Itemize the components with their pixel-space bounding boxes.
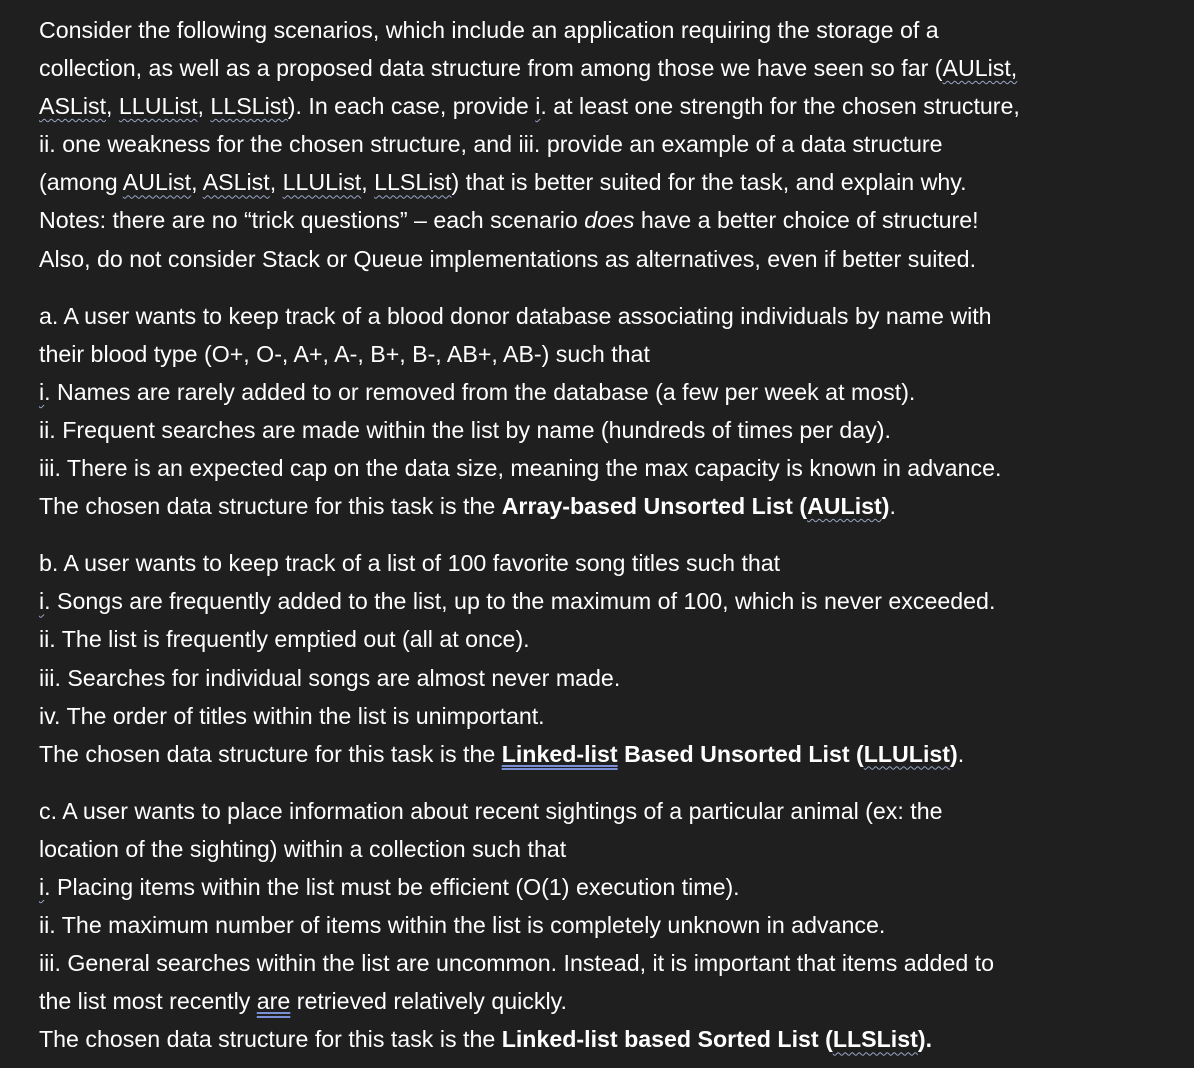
scenario-line [39, 792, 1189, 830]
spellcheck-word: LLUList [282, 169, 362, 196]
text: ii. Frequent searches are made within the list by name (hundreds of times per day). [39, 416, 891, 443]
text: , [361, 169, 375, 196]
emphasis-text: does [584, 207, 635, 234]
text: Notes: there are no “trick questions” – each scenario [39, 207, 585, 234]
text: Also, do not consider Stack or Queue implementations as alternatives, even if better suited. [39, 245, 977, 272]
text: . [957, 740, 965, 767]
text: , [269, 169, 283, 196]
scenario-line [39, 982, 1189, 1020]
document-body [39, 11, 1189, 1058]
bold-text: Linked-list based Sorted List ( [501, 1026, 833, 1053]
text: iv. The order of titles within the list is unimportant. [39, 702, 545, 729]
scenario-line [39, 297, 1189, 335]
scenario-line [39, 335, 1189, 373]
text: ii. The maximum number of items within the list is completely unknown in advance. [39, 912, 886, 939]
scenario-line [39, 449, 1189, 487]
text: iii. There is an expected cap on the data size, meaning the max capacity is known in advance. [39, 455, 1002, 482]
spellcheck-word: LLSList [374, 169, 452, 196]
text: Consider the following scenarios, which include an application requiring the storage of a [39, 17, 939, 43]
spellcheck-word: i [39, 873, 45, 900]
scenario-line [39, 735, 1189, 773]
text: . Placing items within the list must be efficient (O(1) execution time). [44, 873, 740, 900]
spellcheck-word: i [39, 378, 45, 405]
text: ii. one weakness for the chosen structure, and iii. provide an example of a data structure [39, 131, 943, 158]
text: . Songs are frequently added to the list, up to the maximum of 100, which is never exceeded. [44, 588, 996, 615]
spellcheck-word: ASList [39, 93, 107, 120]
intro-line [39, 11, 1189, 49]
spellcheck-word: LLSList [832, 1026, 918, 1053]
text: The chosen data structure for this task is the [39, 1026, 502, 1053]
text: retrieved relatively quickly. [290, 988, 567, 1015]
scenario-c [39, 792, 1189, 1059]
scenario-line [39, 582, 1189, 620]
text: c. A user wants to place information about recent sightings of a particular animal (ex: the [39, 797, 943, 824]
scenario-line [39, 620, 1189, 658]
text: the list most recently [39, 988, 257, 1015]
text: ). In each case, provide [287, 93, 536, 120]
spellcheck-word: i [535, 93, 541, 120]
bold-text: ) [881, 493, 890, 520]
scenario-b [39, 544, 1189, 773]
scenario-line [39, 411, 1189, 449]
text: iii. General searches within the list are uncommon. Instead, it is important that items added to [39, 950, 995, 977]
text: b. A user wants to keep track of a list of 100 favorite song titles such that [39, 550, 781, 577]
text: . at least one strength for the chosen structure, [540, 93, 1020, 120]
intro-line [39, 240, 1189, 278]
scenario-line [39, 944, 1189, 982]
text: a. A user wants to keep track of a blood donor database associating individuals by name with [39, 302, 992, 329]
intro-line [39, 125, 1189, 163]
text: , [197, 93, 211, 120]
spellcheck-word: LLSList [210, 93, 288, 120]
scenario-a [39, 297, 1189, 526]
intro-line [39, 163, 1189, 201]
scenario-line [39, 868, 1189, 906]
text: , [191, 169, 203, 196]
spellcheck-word: LLUList [863, 740, 951, 767]
grammar-flagged-word: are [256, 988, 291, 1015]
text: ) that is better suited for the task, and explain why. [451, 169, 967, 196]
text: ii. The list is frequently emptied out (all at once). [39, 626, 530, 653]
text: (among [39, 169, 123, 196]
bold-text: Array-based Unsorted List ( [501, 493, 808, 520]
scenario-line [39, 487, 1189, 525]
text: location of the sighting) within a collection such that [39, 835, 567, 862]
spellcheck-word: i [39, 588, 45, 615]
text: iii. Searches for individual songs are almost never made. [39, 664, 621, 691]
scenario-line [39, 697, 1189, 735]
scenario-line [39, 906, 1189, 944]
scenario-line [39, 1020, 1189, 1058]
spellcheck-word: LLUList [118, 93, 198, 120]
grammar-flagged-word: Linked-list [501, 740, 618, 767]
spellcheck-word: AUList [122, 169, 192, 196]
spellcheck-word: AUList [807, 493, 882, 520]
intro-line [39, 87, 1189, 125]
text: . Names are rarely added to or removed from the database (a few per week at most). [44, 378, 916, 405]
scenario-line [39, 373, 1189, 411]
bold-text: ) [950, 740, 958, 767]
intro-line [39, 49, 1189, 87]
scenario-line [39, 544, 1189, 582]
intro-line [39, 201, 1189, 239]
text: The chosen data structure for this task is the [39, 493, 502, 520]
text: collection, as well as a proposed data structure from among those we have seen so far ( [39, 55, 943, 82]
text: their blood type (O+, O-, A+, A-, B+, B-, AB+, AB-) such that [39, 340, 650, 367]
text: The chosen data structure for this task is the [39, 740, 502, 767]
bold-text: Based Unsorted List ( [617, 740, 864, 767]
scenario-line [39, 659, 1189, 697]
text: . [889, 493, 896, 520]
text: have a better choice of structure! [634, 207, 979, 234]
intro-paragraph [39, 11, 1189, 278]
text: , [106, 93, 119, 120]
scenario-line [39, 830, 1189, 868]
spellcheck-word: AUList, [942, 55, 1018, 82]
spellcheck-word: ASList [202, 169, 270, 196]
bold-text: ). [917, 1026, 933, 1053]
